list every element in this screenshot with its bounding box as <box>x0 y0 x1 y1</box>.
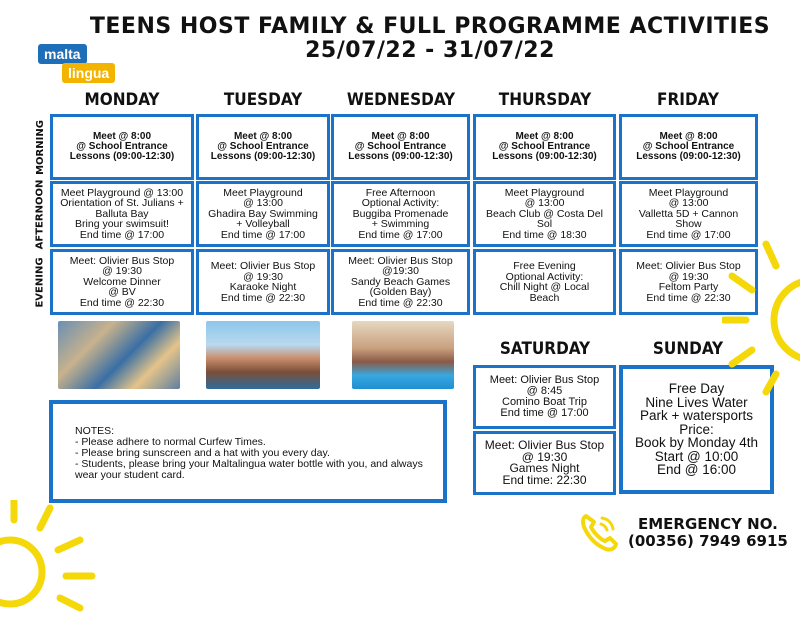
date-range: 25/07/22 - 31/07/22 <box>305 38 555 63</box>
page-title: TEENS HOST FAMILY & FULL PROGRAMME ACTIVITIES <box>89 14 771 39</box>
day-header-friday: FRIDAY <box>657 90 719 110</box>
photo-orientation-group <box>58 321 180 389</box>
day-header-tuesday: TUESDAY <box>223 90 303 110</box>
cell-thursday-morning: Meet @ 8:00 @ School Entrance Lessons (09:00-12:30) <box>473 114 616 180</box>
logo-part-malta: malta <box>38 44 87 64</box>
cell-friday-afternoon: Meet Playground @ 13:00 Valletta 5D + Cannon Show End time @ 17:00 <box>619 181 758 247</box>
notes-box <box>49 400 447 503</box>
sun-icon <box>0 500 100 618</box>
notes-text: NOTES: - Please adhere to normal Curfew Times. - Please bring sunscreen and a hat with you every day. - Students, please bring your Maltalingua water bottle with you, and always wear your student card. <box>75 425 423 481</box>
cell-thursday-afternoon: Meet Playground @ 13:00 Beach Club @ Costa Del Sol End time @ 18:30 <box>473 181 616 247</box>
day-header-saturday: SATURDAY <box>499 339 591 359</box>
cell-monday-morning: Meet @ 8:00 @ School Entrance Lessons (09:00-12:30) <box>50 114 194 180</box>
cell-friday-morning: Meet @ 8:00 @ School Entrance Lessons (09:00-12:30) <box>619 114 758 180</box>
day-header-monday: MONDAY <box>84 90 160 110</box>
maltalingua-logo <box>38 44 120 86</box>
logo-part-lingua: lingua <box>62 63 115 83</box>
cell-wednesday-morning: Meet @ 8:00 @ School Entrance Lessons (09:00-12:30) <box>331 114 470 180</box>
day-header-thursday: THURSDAY <box>498 90 592 110</box>
row-label-morning: MORNING <box>34 119 46 175</box>
emergency-label: EMERGENCY NO. <box>637 515 778 533</box>
cell-monday-afternoon: Meet Playground @ 13:00 Orientation of St. Julians + Balluta Bay Bring your swimsuit! End time @ 17:00 <box>50 181 194 247</box>
cell-saturday-evening: Meet: Olivier Bus Stop @ 19:30 Games Night End time: 22:30 <box>473 431 616 495</box>
cell-thursday-evening: Free Evening Optional Activity: Chill Night @ Local Beach <box>473 249 616 315</box>
cell-wednesday-afternoon: Free Afternoon Optional Activity: Buggiba Promenade + Swimming End time @ 17:00 <box>331 181 470 247</box>
cell-tuesday-morning: Meet @ 8:00 @ School Entrance Lessons (09:00-12:30) <box>196 114 330 180</box>
day-header-sunday: SUNDAY <box>652 339 724 359</box>
cell-wednesday-evening: Meet: Olivier Bus Stop @19:30 Sandy Beach Games (Golden Bay) End time @ 22:30 <box>331 249 470 315</box>
row-label-afternoon: AFTERNOON <box>34 179 46 249</box>
emergency-contact <box>628 516 788 550</box>
photo-pool-group <box>352 321 454 389</box>
cell-sunday: Free Day Nine Lives Water Park + watersports Price: Book by Monday 4th Start @ 10:00 End @ 16:00 <box>619 365 774 494</box>
row-label-evening: EVENING <box>34 256 46 308</box>
day-header-wednesday: WEDNESDAY <box>346 90 456 110</box>
cell-tuesday-evening: Meet: Olivier Bus Stop @ 19:30 Karaoke Night End time @ 22:30 <box>196 249 330 315</box>
cell-saturday-morning: Meet: Olivier Bus Stop @ 8:45 Comino Boat Trip End time @ 17:00 <box>473 365 616 429</box>
phone-icon <box>580 512 618 552</box>
emergency-number: (00356) 7949 6915 <box>628 532 788 550</box>
cell-friday-evening: Meet: Olivier Bus Stop @ 19:30 Feltom Party End time @ 22:30 <box>619 249 758 315</box>
cell-monday-evening: Meet: Olivier Bus Stop @ 19:30 Welcome Dinner @ BV End time @ 22:30 <box>50 249 194 315</box>
photo-beach-group <box>206 321 320 389</box>
sun-icon <box>722 238 800 398</box>
cell-tuesday-afternoon: Meet Playground @ 13:00 Ghadira Bay Swimming + Volleyball End time @ 17:00 <box>196 181 330 247</box>
